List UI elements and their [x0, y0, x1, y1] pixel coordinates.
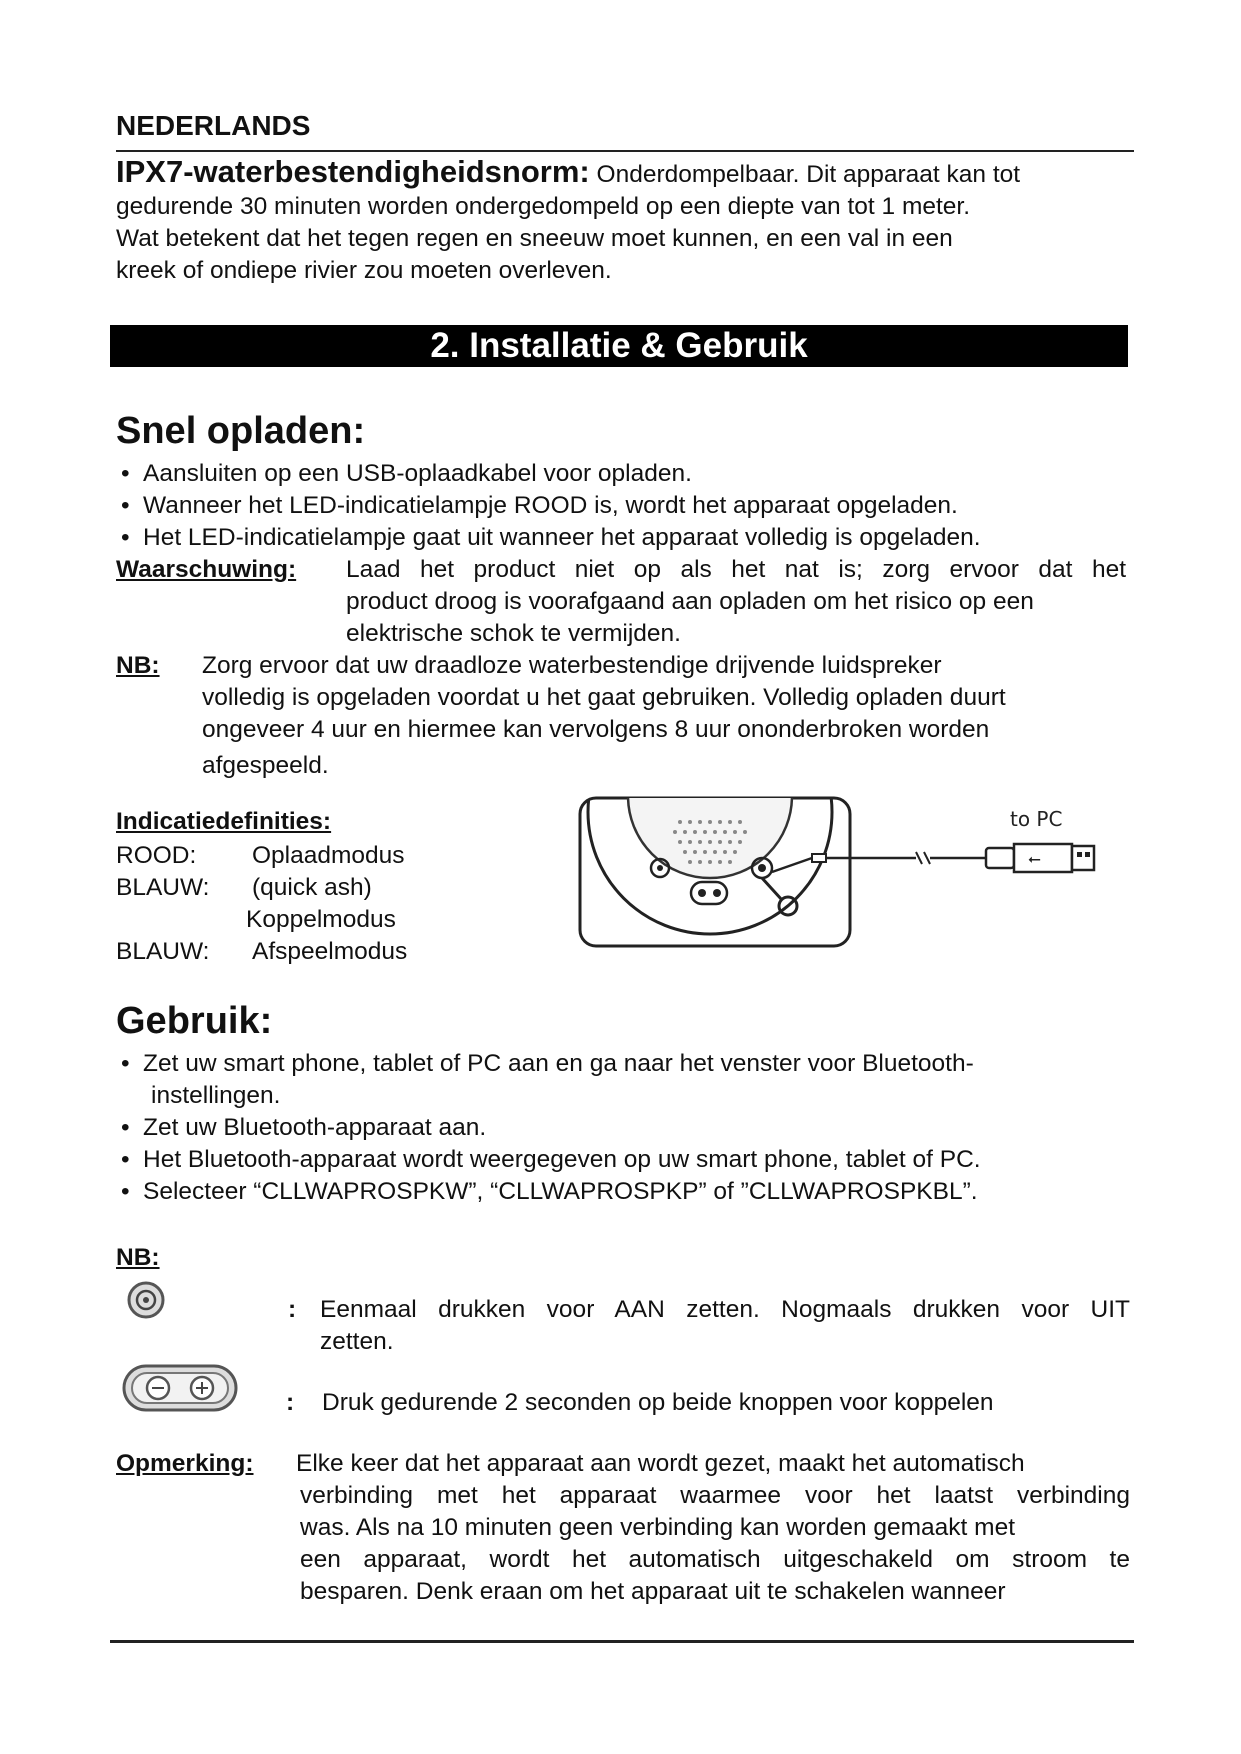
list-item: • Selecteer “CLLWAPROSPKW”, “CLLWAPROSPKP” of ”CLLWAPROSPKBL”.: [116, 1176, 1126, 1208]
nb-line: volledig is opgeladen voordat u het gaat gebruiken. Volledig opladen duurt: [202, 684, 1006, 711]
note-line: Elke keer dat het apparaat aan wordt gezet, maakt het automatisch: [296, 1450, 1025, 1477]
bottom-divider: [110, 1640, 1134, 1643]
note-text: [296, 1448, 1130, 1608]
indicator-value: Oplaadmodus: [252, 842, 405, 869]
list-item-line: instellingen.: [151, 1082, 281, 1109]
warning-line: elektrische schok te vermijden.: [346, 620, 681, 647]
nb-line: ongeveer 4 uur en hiermee kan vervolgens 8 uur ononderbroken worden: [202, 716, 990, 743]
list-item-line: • Zet uw smart phone, tablet of PC aan en ga naar het venster voor Bluetooth-: [143, 1050, 974, 1077]
usage-bullets: [116, 1048, 1126, 1208]
pair-colon: :: [286, 1389, 295, 1416]
ipx-line: kreek of ondiepe rivier zou moeten overleven.: [116, 257, 612, 284]
list-item: • Wanneer het LED-indicatielampje ROOD is, wordt het apparaat opgeladen.: [116, 490, 1126, 522]
to-pc-label: to PC: [1010, 807, 1063, 831]
note-line: besparen. Denk eraan om het apparaat uit te schakelen wanneer: [300, 1578, 1006, 1605]
indicator-value: (quick ash): [252, 874, 372, 901]
warning-label: Waarschuwing:: [116, 556, 297, 583]
top-divider: [116, 150, 1134, 152]
indicator-key: ROOD:: [116, 842, 197, 869]
note-line: verbinding met het apparaat waarmee voor het laatst verbinding: [300, 1482, 1130, 1509]
note-line: een apparaat, wordt het automatisch uitgeschakeld om stroom te: [300, 1546, 1130, 1573]
charging-bullets: [116, 458, 1126, 554]
ipx-paragraph: [116, 156, 1116, 287]
indicator-value: Afspeelmodus: [252, 938, 408, 965]
language-heading: NEDERLANDS: [116, 110, 311, 141]
ipx-line: Wat betekent dat het tegen regen en sneeuw moet kunnen, en een val in een: [116, 225, 953, 252]
power-description: [320, 1294, 1130, 1358]
indicator-key: BLAUW:: [116, 938, 210, 965]
power-icon: [122, 1280, 170, 1320]
nb-text: [202, 650, 1122, 782]
indicator-value: Koppelmodus: [246, 906, 396, 933]
note-label: Opmerking:: [116, 1450, 254, 1477]
indicators-title: Indicatiedefinities:: [116, 808, 332, 835]
charging-title: Snel opladen:: [116, 410, 366, 452]
nb-line: Zorg ervoor dat uw draadloze waterbestendige drijvende luidspreker: [202, 652, 942, 679]
usb-charging-illustration: [576, 792, 1116, 952]
pair-buttons-icon: [120, 1360, 240, 1416]
list-item: • Zet uw Bluetooth-apparaat aan.: [116, 1112, 1126, 1144]
list-item: [116, 1048, 1126, 1112]
ipx-line: gedurende 30 minuten worden ondergedompeld op een diepte van tot 1 meter.: [116, 193, 971, 220]
usb-symbol-icon: ⭠: [1028, 849, 1041, 868]
nb-label: NB:: [116, 652, 160, 679]
warning-line: Laad het product niet op als het nat is; zorg ervoor dat het: [346, 556, 1126, 583]
power-line: zetten.: [320, 1328, 394, 1355]
warning-text: [346, 554, 1126, 650]
list-item: • Aansluiten op een USB-oplaadkabel voor opladen.: [116, 458, 1126, 490]
usb-connector: [986, 848, 1014, 868]
usage-nb-label: NB:: [116, 1244, 160, 1271]
nb-line: afgespeeld.: [202, 752, 329, 779]
ipx-text: Onderdompelbaar. Dit apparaat kan tot: [589, 161, 1021, 188]
power-line: Eenmaal drukken voor AAN zetten. Nogmaals drukken voor UIT: [320, 1296, 1130, 1323]
cable-break: [916, 852, 930, 864]
list-item: • Het Bluetooth-apparaat wordt weergegeven op uw smart phone, tablet of PC.: [116, 1144, 1126, 1176]
indicator-key: BLAUW:: [116, 874, 210, 901]
pair-description: Druk gedurende 2 seconden op beide knoppen voor koppelen: [322, 1389, 994, 1416]
usage-title: Gebruik:: [116, 1000, 273, 1042]
note-line: was. Als na 10 minuten geen verbinding kan worden gemaakt met: [300, 1514, 1016, 1541]
section-banner: 2. Installatie & Gebruik: [110, 325, 1128, 367]
warning-line: product droog is voorafgaand aan opladen om het risico op een: [346, 588, 1034, 615]
power-colon: :: [288, 1296, 297, 1323]
ipx-heading: IPX7-waterbestendigheidsnorm:: [116, 154, 590, 189]
list-item: • Het LED-indicatielampje gaat uit wanneer het apparaat volledig is opgeladen.: [116, 522, 1126, 554]
